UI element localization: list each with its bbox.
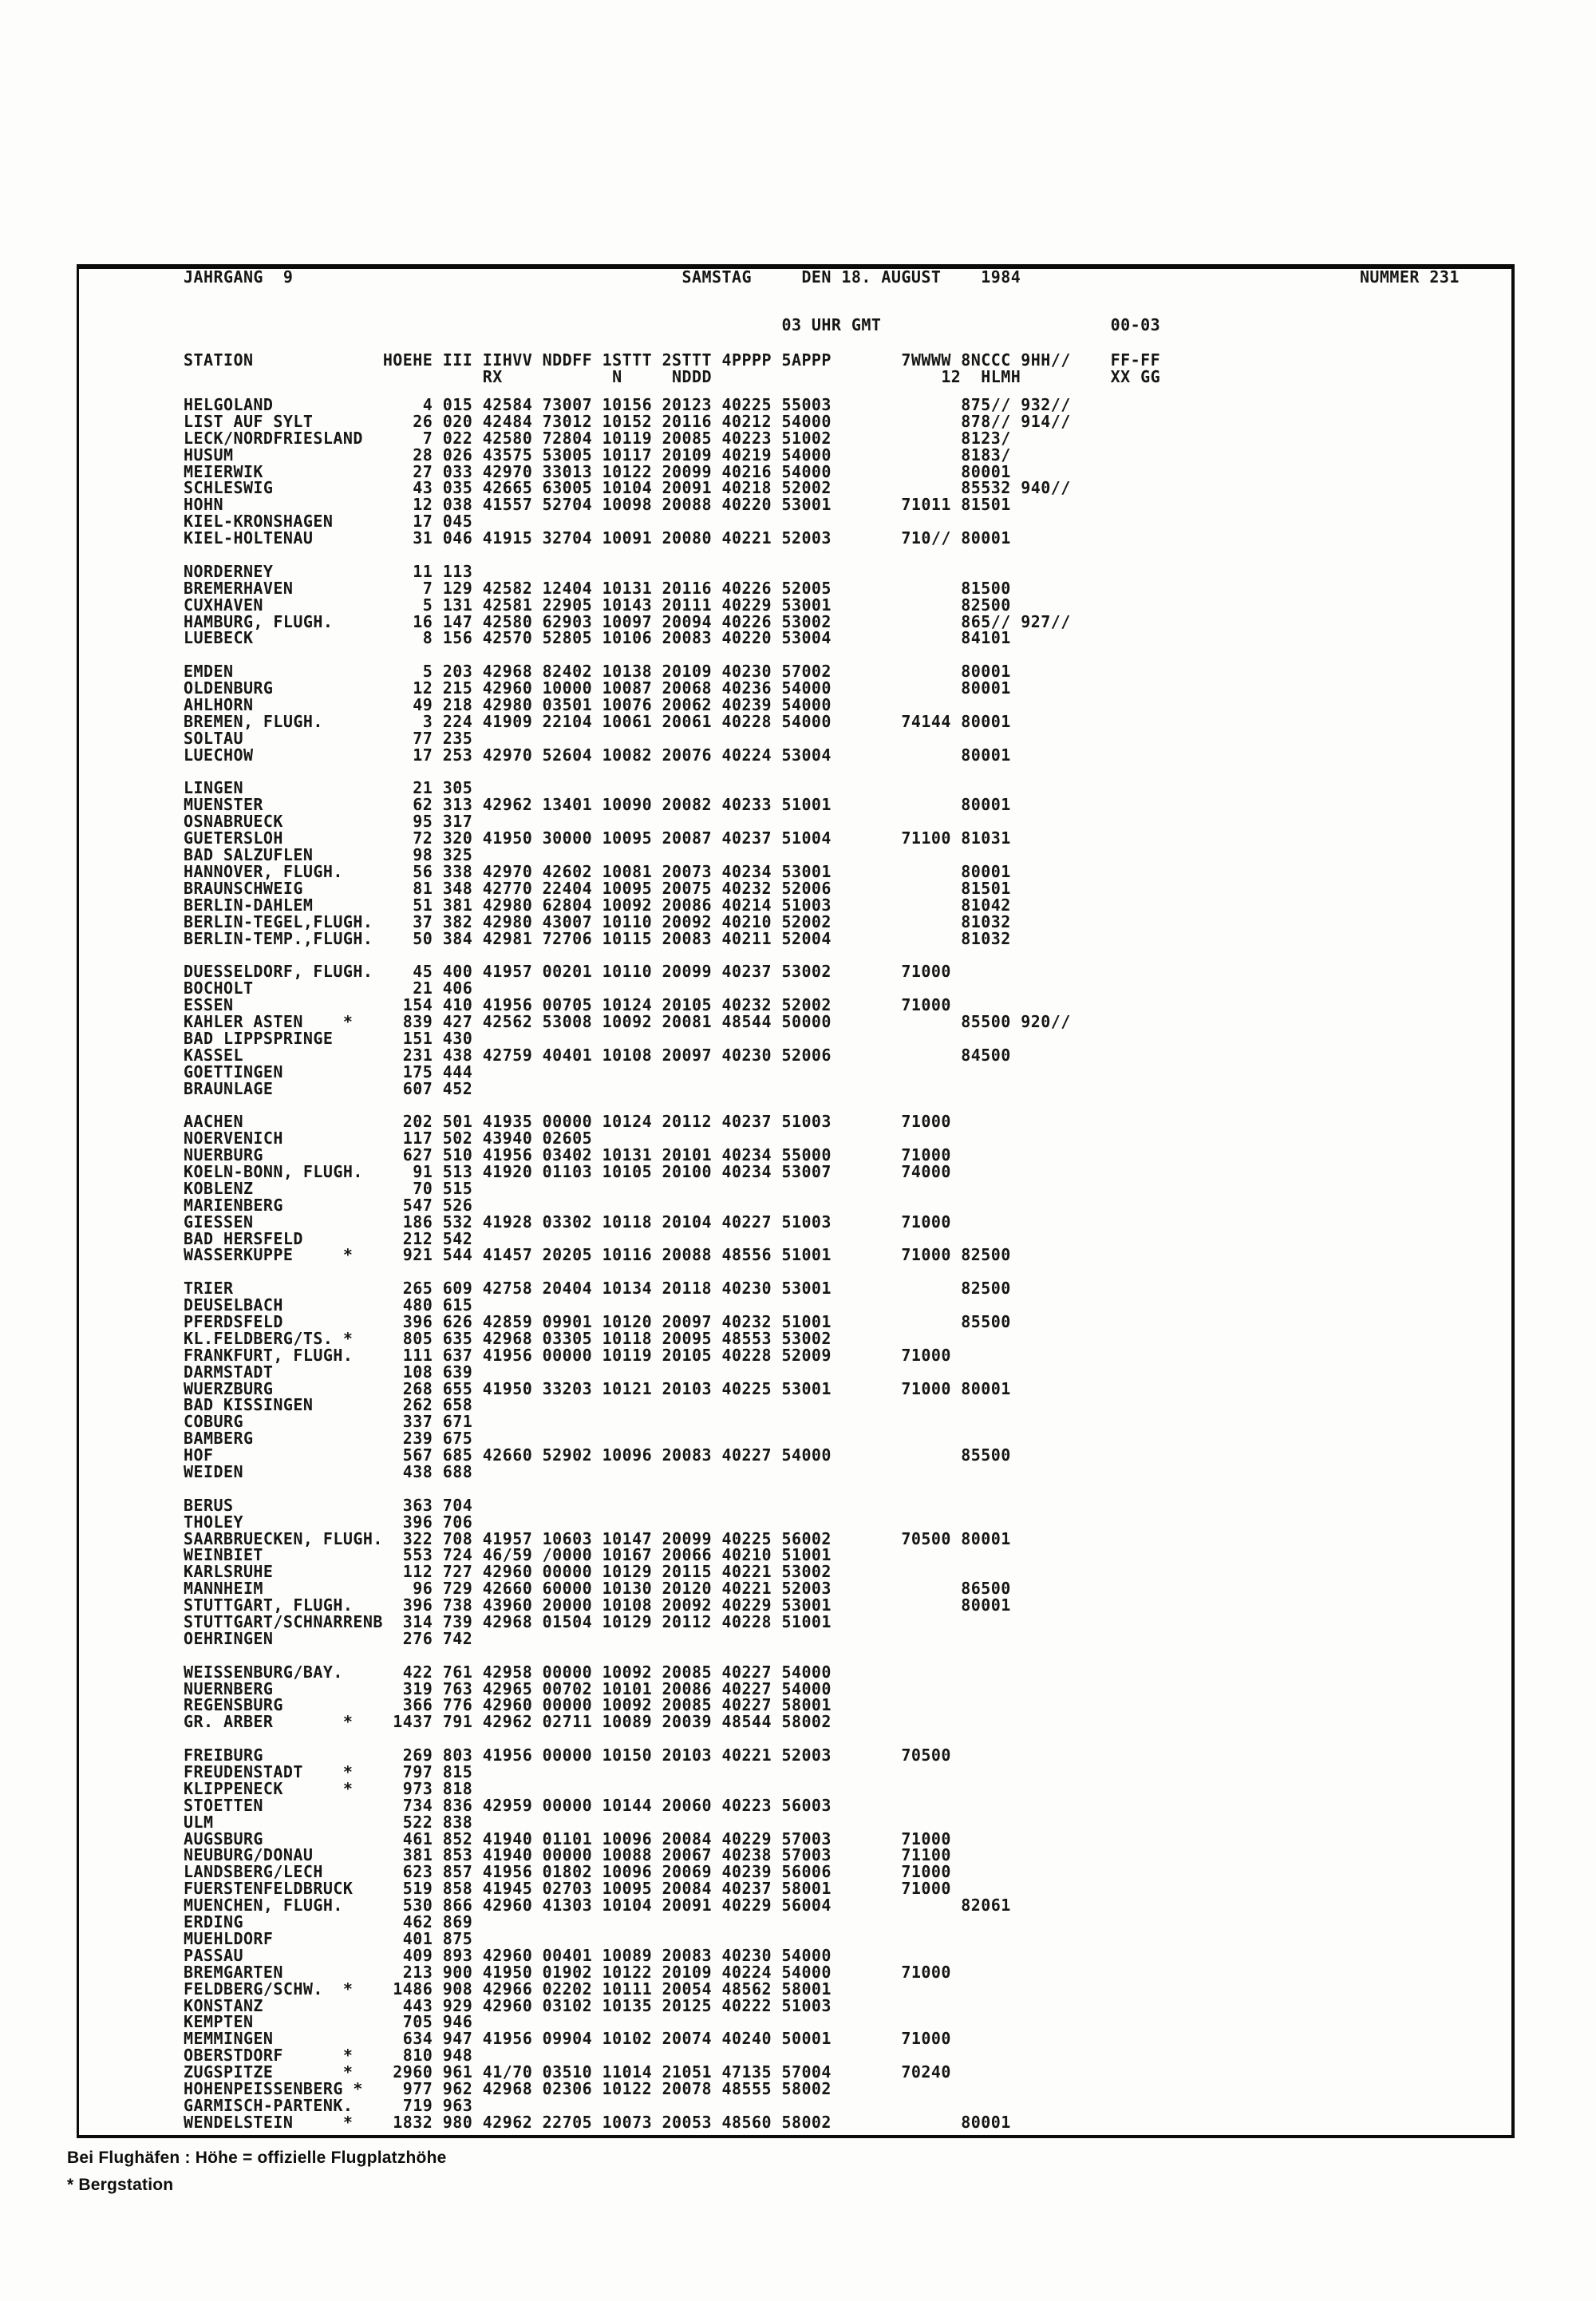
table-row: ULM 522 838 xyxy=(184,1812,473,1832)
table-row: NUERNBERG 319 763 42965 00702 10101 20086 40227 54000 xyxy=(184,1678,832,1698)
observation-time-line: 03 UHR GMT 00-03 xyxy=(184,315,1161,334)
table-row: AHLHORN 49 218 42980 03501 10076 20062 40239 54000 xyxy=(184,695,832,715)
table-row: ERDING 462 869 xyxy=(184,1912,473,1932)
table-row: KONSTANZ 443 929 42960 03102 10135 20125 40222 51003 xyxy=(184,1995,832,2015)
table-row: DEUSELBACH 480 615 xyxy=(184,1295,473,1315)
table-row: MANNHEIM 96 729 42660 60000 10130 20120 40221 52003 86500 xyxy=(184,1579,1011,1599)
table-row: KEMPTEN 705 946 xyxy=(184,2012,473,2032)
table-row: WENDELSTEIN * 1832 980 42962 22705 10073 20053 48560 58002 80001 xyxy=(184,2112,1011,2132)
table-row: MARIENBERG 547 526 xyxy=(184,1195,473,1215)
column-subheader-row: RX N NDDD 12 HLMH XX GG xyxy=(184,367,1161,386)
table-row: BAD KISSINGEN 262 658 xyxy=(184,1395,473,1415)
table-row: AUGSBURG 461 852 41940 01101 10096 20084 40229 57003 71000 xyxy=(184,1829,951,1848)
table-row: MUENCHEN, FLUGH. 530 866 42960 41303 10104 20091 40229 56004 82061 xyxy=(184,1896,1011,1916)
table-row: ESSEN 154 410 41956 00705 10124 20105 40232 52002 71000 xyxy=(184,995,951,1015)
table-row-spacer xyxy=(184,1481,1071,1497)
table-row: HOF 567 685 42660 52902 10096 20083 40227 54000 85500 xyxy=(184,1445,1011,1465)
table-row: FRANKFURT, FLUGH. 111 637 41956 00000 10119 20105 40228 52009 71000 xyxy=(184,1345,951,1365)
table-row: BRAUNLAGE 607 452 xyxy=(184,1078,473,1098)
table-row: TRIER 265 609 42758 20404 10134 20118 40230 53001 82500 xyxy=(184,1279,1011,1299)
table-row: HAMBURG, FLUGH. 16 147 42580 62903 10097 20094 40226 53002 865// 927// xyxy=(184,611,1071,631)
table-row: LUEBECK 8 156 42570 52805 10106 20083 40220 53004 84101 xyxy=(184,628,1011,648)
table-row: STUTTGART, FLUGH. 396 738 43960 20000 10108 20092 40229 53001 80001 xyxy=(184,1595,1011,1615)
table-row: BERLIN-DAHLEM 51 381 42980 62804 10092 20086 40214 51003 81042 xyxy=(184,895,1011,915)
table-row: BREMERHAVEN 7 129 42582 12404 10131 20116 40226 52005 81500 xyxy=(184,578,1011,598)
table-row: STOETTEN 734 836 42959 00000 10144 20060 40223 56003 xyxy=(184,1795,832,1815)
table-row: GUETERSLOH 72 320 41950 30000 10095 20087 40237 51004 71100 81031 xyxy=(184,828,1011,848)
table-row: DUESSELDORF, FLUGH. 45 400 41957 00201 10110 20099 40237 53002 71000 xyxy=(184,962,951,982)
table-row: MUENSTER 62 313 42962 13401 10090 20082 40233 51001 80001 xyxy=(184,795,1011,815)
table-row: KL.FELDBERG/TS. * 805 635 42968 03305 10118 20095 48553 53002 xyxy=(184,1328,832,1348)
table-row: PASSAU 409 893 42960 00401 10089 20083 40230 54000 xyxy=(184,1945,832,1965)
table-row: FELDBERG/SCHW. * 1486 908 42966 02202 10111 20054 48562 58001 xyxy=(184,1979,832,1999)
table-row: OLDENBURG 12 215 42960 10000 10087 20068 40236 54000 80001 xyxy=(184,678,1011,698)
table-row: BREMEN, FLUGH. 3 224 41909 22104 10061 20061 40228 54000 74144 80001 xyxy=(184,711,1011,731)
table-row-spacer xyxy=(184,764,1071,781)
table-row: PFERDSFELD 396 626 42859 09901 10120 20097 40232 51001 85500 xyxy=(184,1311,1011,1331)
table-row: REGENSBURG 366 776 42960 00000 10092 20085 40227 58001 xyxy=(184,1695,832,1715)
table-row: KARLSRUHE 112 727 42960 00000 10129 20115 40221 53002 xyxy=(184,1562,832,1582)
table-row: BERUS 363 704 xyxy=(184,1495,473,1515)
table-row: HOHENPEISSENBERG * 977 962 42968 02306 10122 20078 48555 58002 xyxy=(184,2078,832,2098)
table-row: OEHRINGEN 276 742 xyxy=(184,1628,473,1648)
table-row: KOELN-BONN, FLUGH. 91 513 41920 01103 10105 20100 40234 53007 74000 xyxy=(184,1161,951,1181)
table-row: SOLTAU 77 235 xyxy=(184,728,473,748)
table-row: KIEL-HOLTENAU 31 046 41915 32704 10091 20080 40221 52003 710// 80001 xyxy=(184,528,1011,548)
table-row: ZUGSPITZE * 2960 961 41/70 03510 11014 21051 47135 57004 70240 xyxy=(184,2062,951,2082)
footnote-altitude: Bei Flughäfen : Höhe = offizielle Flugplatzhöhe xyxy=(67,2149,447,2167)
table-row-spacer xyxy=(184,1730,1071,1747)
table-row: GIESSEN 186 532 41928 03302 10118 20104 40227 51003 71000 xyxy=(184,1212,951,1232)
table-row: SCHLESWIG 43 035 42665 63005 10104 20091 40218 52002 85532 940// xyxy=(184,478,1071,498)
table-row: NORDERNEY 11 113 xyxy=(184,561,473,581)
table-row: BRAUNSCHWEIG 81 348 42770 22404 10095 20075 40232 52006 81501 xyxy=(184,878,1011,898)
table-row: HANNOVER, FLUGH. 56 338 42970 42602 10081 20073 40234 53001 80001 xyxy=(184,861,1011,881)
table-row: KOBLENZ 70 515 xyxy=(184,1178,473,1198)
table-row: LUECHOW 17 253 42970 52604 10082 20076 40224 53004 80001 xyxy=(184,745,1011,765)
table-row-spacer xyxy=(184,547,1071,563)
table-row: FUERSTENFELDBRUCK 519 858 41945 02703 10095 20084 40237 58001 71000 xyxy=(184,1879,951,1899)
table-row: KLIPPENECK * 973 818 xyxy=(184,1778,473,1798)
table-row: THOLEY 396 706 xyxy=(184,1512,473,1532)
table-row: OSNABRUECK 95 317 xyxy=(184,812,473,832)
table-row: BERLIN-TEMP.,FLUGH. 50 384 42981 72706 10115 20083 40211 52004 81032 xyxy=(184,928,1011,948)
table-row: BREMGARTEN 213 900 41950 01902 10122 20109 40224 54000 71000 xyxy=(184,1962,951,1982)
table-row: FREIBURG 269 803 41956 00000 10150 20103 40221 52003 70500 xyxy=(184,1746,951,1765)
table-row-spacer xyxy=(184,1263,1071,1280)
table-row: WEISSENBURG/BAY. 422 761 42958 00000 10092 20085 40227 54000 xyxy=(184,1662,832,1682)
table-row: COBURG 337 671 xyxy=(184,1412,473,1432)
table-row: WUERZBURG 268 655 41950 33203 10121 20103 40225 53001 71000 80001 xyxy=(184,1378,1011,1398)
table-row: WEIDEN 438 688 xyxy=(184,1462,473,1481)
table-row: OBERSTDORF * 810 948 xyxy=(184,2046,473,2066)
table-row: CUXHAVEN 5 131 42581 22905 10143 20111 40229 53001 82500 xyxy=(184,595,1011,615)
synop-station-table xyxy=(184,397,1071,2131)
table-row: HELGOLAND 4 015 42584 73007 10156 20123 40225 55003 875// 932// xyxy=(184,395,1071,414)
footnote-bergstation: * Bergstation xyxy=(67,2176,174,2194)
table-row: MEIERWIK 27 033 42970 33013 10122 20099 40216 54000 80001 xyxy=(184,461,1011,481)
table-row: DARMSTADT 108 639 xyxy=(184,1362,473,1382)
table-row-spacer xyxy=(184,1647,1071,1664)
table-row: LECK/NORDFRIESLAND 7 022 42580 72804 10119 20085 40223 51002 8123/ xyxy=(184,428,1011,448)
table-row: LINGEN 21 305 xyxy=(184,778,473,798)
table-row: BAMBERG 239 675 xyxy=(184,1429,473,1449)
table-row-spacer xyxy=(184,646,1071,663)
table-row: EMDEN 5 203 42968 82402 10138 20109 40230 57002 80001 xyxy=(184,662,1011,682)
table-row: GOETTINGEN 175 444 xyxy=(184,1062,473,1081)
table-row: FREUDENSTADT * 797 815 xyxy=(184,1762,473,1782)
column-header-row: STATION HOEHE III IIHVV NDDFF 1STTT 2STTT 4PPPP 5APPP 7WWWW 8NCCC 9HH// FF-FF xyxy=(184,350,1161,370)
table-row: NEUBURG/DONAU 381 853 41940 00000 10088 20067 40238 57003 71100 xyxy=(184,1845,951,1865)
table-row: HUSUM 28 026 43575 53005 10117 20109 40219 54000 8183/ xyxy=(184,445,1011,465)
table-row: STUTTGART/SCHNARRENB 314 739 42968 01504 10129 20112 40228 51001 xyxy=(184,1612,832,1632)
table-row: WASSERKUPPE * 921 544 41457 20205 10116 20088 48556 51001 71000 82500 xyxy=(184,1245,1011,1265)
masthead: JAHRGANG 9 SAMSTAG DEN 18. AUGUST 1984 NUMMER 231 xyxy=(184,267,1460,287)
table-row: MUEHLDORF 401 875 xyxy=(184,1928,473,1948)
table-row: SAARBRUECKEN, FLUGH. 322 708 41957 10603 10147 20099 40225 56002 70500 80001 xyxy=(184,1528,1011,1548)
table-row: AACHEN 202 501 41935 00000 10124 20112 40237 51003 71000 xyxy=(184,1112,951,1132)
table-row: KASSEL 231 438 42759 40401 10108 20097 40230 52006 84500 xyxy=(184,1045,1011,1065)
table-row: NUERBURG 627 510 41956 03402 10131 20101 40234 55000 71000 xyxy=(184,1145,951,1165)
table-row: GARMISCH-PARTENK. 719 963 xyxy=(184,2095,473,2115)
table-row-spacer xyxy=(184,947,1071,963)
table-row: NOERVENICH 117 502 43940 02605 xyxy=(184,1129,593,1149)
table-row: GR. ARBER * 1437 791 42962 02711 10089 20039 48544 58002 xyxy=(184,1712,832,1732)
table-row: MEMMINGEN 634 947 41956 09904 10102 20074 40240 50001 71000 xyxy=(184,2029,951,2049)
table-row: WEINBIET 553 724 46/59 /0000 10167 20066 40210 51001 xyxy=(184,1545,832,1565)
table-row: KIEL-KRONSHAGEN 17 045 xyxy=(184,512,473,532)
table-row: LANDSBERG/LECH 623 857 41956 01802 10096 20069 40239 56006 71000 xyxy=(184,1862,951,1882)
table-row: HOHN 12 038 41557 52704 10098 20088 40220 53001 71011 81501 xyxy=(184,495,1011,515)
table-row: BAD HERSFELD 212 542 xyxy=(184,1228,473,1248)
table-row: BERLIN-TEGEL,FLUGH. 37 382 42980 43007 10110 20092 40210 52002 81032 xyxy=(184,911,1011,931)
table-row: BAD LIPPSPRINGE 151 430 xyxy=(184,1028,473,1048)
table-row: KAHLER ASTEN * 839 427 42562 53008 10092 20081 48544 50000 85500 920// xyxy=(184,1011,1071,1031)
table-row: LIST AUF SYLT 26 020 42484 73012 10152 20116 40212 54000 878// 914// xyxy=(184,411,1071,431)
table-row: BOCHOLT 21 406 xyxy=(184,979,473,998)
table-row-spacer xyxy=(184,1097,1071,1113)
table-row: BAD SALZUFLEN 98 325 xyxy=(184,845,473,865)
